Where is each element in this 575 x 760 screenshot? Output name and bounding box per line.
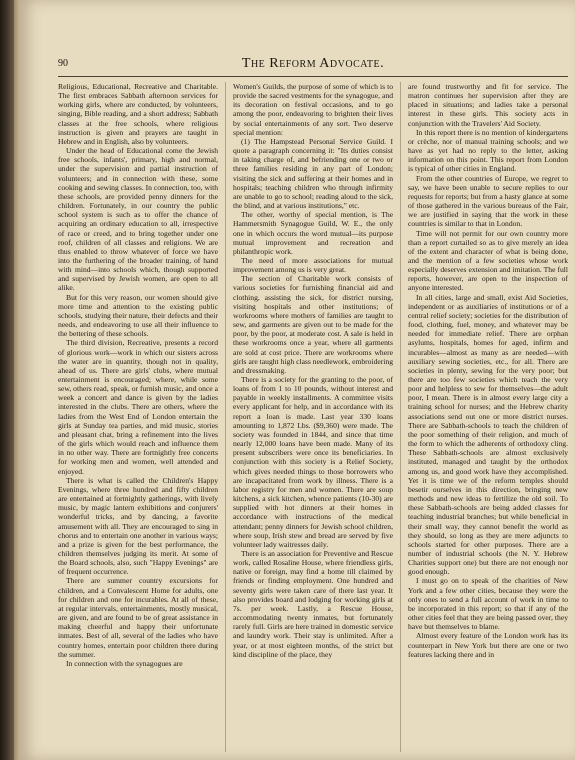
paragraph: The section of Charitable work consists of various societies for furnishing financial aid and clothing, assisting the sick, for district nursing, visiting hospitals and other institutions; of workrooms where mothers of families are taught to sew, and garments are given out to be made for the poor, by the poor, at moderate cost. A sale is held in these workrooms once a year, where all garments are sold at cost price. There are workrooms where girls are taught high class needlework, embroidering and dressmaking. bbox=[233, 274, 393, 375]
page-header bbox=[58, 56, 568, 74]
column-divider bbox=[225, 82, 226, 752]
paragraph: There is a society for the granting to the poor, of loans of from 1 to 10 pounds, without interest and payable in weekly installments. A committee visits every applicant for help, and in accordance with its report a loan is made. Last year 330 loans amounting to 1,872 Lbs. ($9,360) were made. The society was founded in 1844, and since that time nearly 12,000 loans have been made. Many of its present subscribers were once its beneficiaries. In conjunction with this society is a Relief Society, which gives needed things to those borrowers who are incapacitated from work by illness. There is a labor registry for men and women. There are soup kitchens, a sick kitchen, whence patients (10-30) are supplied with hot dinners at their homes in accordance with instructions of the medical attendant; penny dinners for Jewish school children, where soup, Irish stew and bread are served by five volunteer lady waitresses daily. bbox=[233, 375, 393, 549]
magazine-page bbox=[20, 0, 575, 760]
paragraph: There is an association for Preventive and Rescue work, called Rosaline House, where friendless girls, native or foreign, may find a home till claimed by friends or finding employment. One hundred and seventy girls were taken care of there last year. It also provides board and lodging for working girls at 7s. per week. Lastly, a Rescue House, accommodating twenty inmates, but fortunately rarely full. Girls are here trained in domestic service and laundry work. Their stay is unlimited. After a year, or at most eighteen months, of the strict but kind discipline of the place, they bbox=[233, 548, 393, 659]
paragraph: Women's Guilds, the purpose of some of which is to provide the sacred vestments for the synagogue, and its decoration on festival occasions, and to go among the poor, endeavoring to brighten their lives by social entertainments of any sort. Two deserve special mention: bbox=[233, 82, 393, 137]
paragraph: But for this very reason, our women should give more time and attention to the existing public schools, studying their nature, their defects and their needs, and endeavoring to use all their influence to the bettering of these schools. bbox=[58, 292, 218, 339]
column-2 bbox=[233, 82, 393, 752]
paragraph: are found trustworthy and fit for service. The matron continues her supervision after they are placed in situations; and ladies take a personal interest in these girls. This society acts in conjunction with the Travelers' Aid Society. bbox=[408, 82, 568, 128]
paragraph: Time will not permit for our own country more than a report curtailed so as to give merely an idea of the extent and character of what is being done, and the mention of a few societies whose work especially deserves extension and imitation. The full reports, however, are open to the inspection of anyone interested. bbox=[408, 228, 568, 293]
paragraph: I must go on to speak of the charities of New York and a few other cities, because they were the only ones to send a full account of work in time to be incorporated in this report; so that if any of the other cities feel that they are being passed over, they have but themselves to blame. bbox=[408, 576, 568, 632]
column-divider bbox=[400, 82, 401, 752]
paragraph: In this report there is no mention of kindergartens or crèche, nor of manual training schools; and we have as yet had no reply to the letter, asking information on this point. This report from London is typical of other cities in England. bbox=[408, 127, 568, 174]
paragraph: The need of more associations for mutual improvement among us is very great. bbox=[233, 255, 393, 275]
paragraph: In connection with the synagogues are bbox=[66, 658, 183, 668]
book-binding bbox=[0, 0, 14, 760]
text-columns bbox=[58, 82, 568, 752]
paragraph: The other, worthy of special mention, is The Hammersmith Synagogue Guild, W. E., the only one in which occurs the word mutual—its purpose mutual improvement and recreation and philanthropic work. bbox=[233, 210, 393, 256]
paragraph: There is what is called the Children's Happy Evenings, where three hundred and fifty children are entertained at fortnightly gatherings, with lively music, by magic lantern exhibitions and conjurers' wonderful tricks, and by dancing, a favorite amusement with all. They are encouraged to sing in chorus and to entertain one another in various ways; and a prize is given for the best performance, the children themselves judging its merit. At some of the Board schools, also, such "Happy Evenings" are of frequent occurrence. bbox=[58, 475, 218, 577]
paragraph: Almost every feature of the London work has its counterpart in New York but there are one or two features lacking there and in bbox=[408, 631, 568, 659]
paragraph: Religious, Educational, Recreative and Charitable. The first embraces Sabbath afternoon services for working girls, where are conducted, by volunteers, singing, Bible reading, and a short address; Sabbath classes at the free schools, where religious instruction is given and prayers are taught in Hebrew and in English, also by volunteers. bbox=[58, 82, 218, 146]
paragraph: The third division, Recreative, presents a record of glorious work—work in which our sisters across the water are in quantity, though not in quality, ahead of us. There are girls' clubs, where mutual entertainment is encouraged; where, while some sew, others read, speak, or furnish music, and once a week a concert and dance is given by the ladies interested in the clubs. There are others, where the ladies from the West End of London entertain the girls at Sunday tea parties, and mid music, stories and pleasant chat, bring a refinement into the lives of the girls which would reach and influence them in no other way. There are fortnightly free concerts for working men and women, well attended and enjoyed. bbox=[58, 338, 218, 476]
paragraph: From the other countries of Europe, we regret to say, we have been unable to secure replies to our requests for reports; but from a hasty glance at some of those gathered in the various bureaus of the Fair, we are justified in saying that the work in these countries is similar to that in London. bbox=[408, 173, 568, 229]
paragraph: In all cities, large and small, exist Aid Societies, independent or as auxiliaries of institutions or of a central relief society; societies for the distribution of food, clothing, fuel, money, and whatever may be needed for immediate relief. There are orphan asylums, hospitals, homes for aged, infirm and incurables—almost as many as are needed—with auxiliary sewing societies, etc., for all. There are societies in plenty, sewing for the very poor; but there are too few societies which teach the very poor and helpless to sew for themselves—the adult poor, I mean. There is in almost every large city a training school for nurses; and the Hebrew charity associations send out one or more district nurses. There are Sabbath-schools to teach the children of the poor something of their religion, and much of the form to which the adherents of orthodoxy cling. These Sabbath-schools are almost exclusively instituted, managed and taught by the orthodox among us, and good work have they accomplished. Yet it is time we of the reform temples should besetir ourselves in this direction, bringing new methods and new ideas to fertilize the old soil. To these Sabbath-schools are being added classes for teaching industrial branches; but while beneficial in their small way, they cannot benefit the world as they should, so long as they are mere adjuncts to schools started for other purposes. There are a number of industrial schools (the N. Y. Hebrew Charities support one) but there are not enough nor good enough. bbox=[408, 292, 568, 577]
page-number: 90 bbox=[58, 58, 68, 69]
masthead-title: The Reform Advocate. bbox=[241, 56, 385, 71]
header-rule bbox=[58, 76, 568, 77]
paragraph: There are summer country excursions for children, and a Convalescent Home for adults, one for children and one for incurables. At all of these, at regular intervals, entertainments, mostly musical, are given, and are found to be of great assistance in making cheerful and happy their unfortunate inmates. Best of all, several of the ladies who have country homes, entertain poor children there during the summer. bbox=[58, 576, 218, 659]
paragraph: Under the head of Educational come the Jewish free schools, infants', primary, high and normal, under the supervision and partial instruction of volunteers; and in connection with these, some cooking and sewing classes. In connection, too, with these schools, are provided penny dinners for the children. Fortunately, in our country the public school system is such as to offer the chance of acquiring an ordinary education to all, irrespective of race or creed, and to bring together under one roof, children of all classes and religions. We are thus enabled to throw whatever of force we have into the furthering of the broader training, of hand with mind—into schools which, though supported and supervised by Jewish women, are open to all alike. bbox=[58, 146, 218, 293]
column-3 bbox=[408, 82, 568, 752]
paragraph: (1) The Hampstead Personal Service Guild. I quote a paragraph concerning it: "Its duties consist in taking charge of, and befriending one or two or three families residing in any part of London; visiting the sick and suffering at their homes and in hospitals; teaching children who through infirmity are unable to go to school; reading aloud to the sick, the blind, and at various institutions," etc. bbox=[233, 136, 393, 211]
column-1 bbox=[58, 82, 218, 752]
